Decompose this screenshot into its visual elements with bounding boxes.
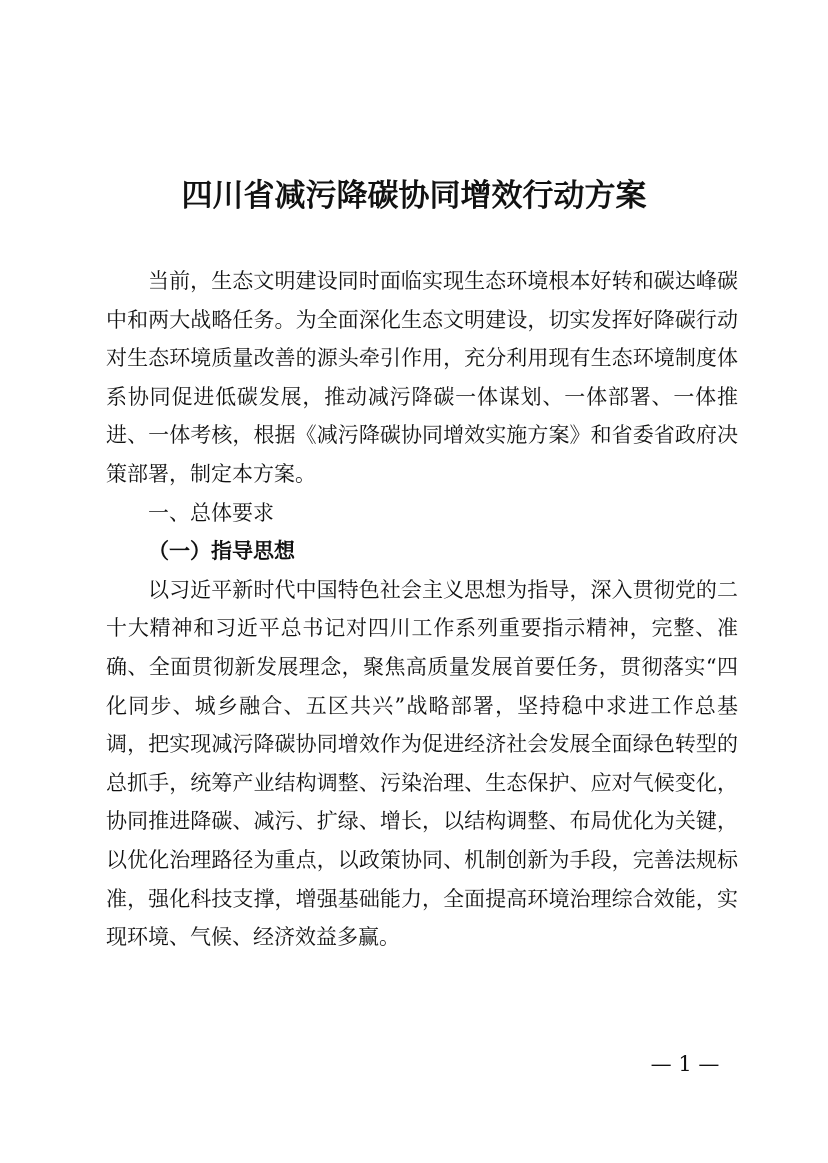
document-title: 四川省减污降碳协同增效行动方案	[181, 178, 647, 214]
guiding-paragraph: 以习近平新时代中国特色社会主义思想为指导，深入贯彻党的二十大精神和习近平总书记对四川工作系列重要指示精神，完整、准确、全面贯彻新发展理念，聚焦高质量发展首要任务，贯彻落实“四化同步、城乡融合、五区共兴”战略部署，坚持稳中求进工作总基调，把实现减污降碳协同增效作为促进经济社会发展全面绿色转型的总抓手，统筹产业结构调整、污染治理、生态保护、应对气候变化，协同推进降碳、减污、扩绿、增长，以结构调整、布局优化为关键，以优化治理路径为重点，以政策协同、机制创新为手段，完善法规标准，强化科技支撑，增强基础能力，全面提高环境治理综合效能，实现环境、气候、经济效益多赢。	[106, 577, 738, 950]
document-body	[106, 262, 738, 957]
page-number: — 1 —	[650, 1052, 720, 1076]
subsection-heading: （一）指导思想	[148, 539, 295, 564]
intro-paragraph: 当前，生态文明建设同时面临实现生态环境根本好转和碳达峰碳中和两大战略任务。为全面深化生态文明建设，切实发挥好降碳行动对生态环境质量改善的源头牵引作用，充分利用现有生态环境制度体系协同促进低碳发展，推动减污降碳一体谋划、一体部署、一体推进、一体考核，根据《减污降碳协同增效实施方案》和省委省政府决策部署，制定本方案。	[106, 269, 738, 486]
section-heading: 一、总体要求	[148, 500, 274, 525]
